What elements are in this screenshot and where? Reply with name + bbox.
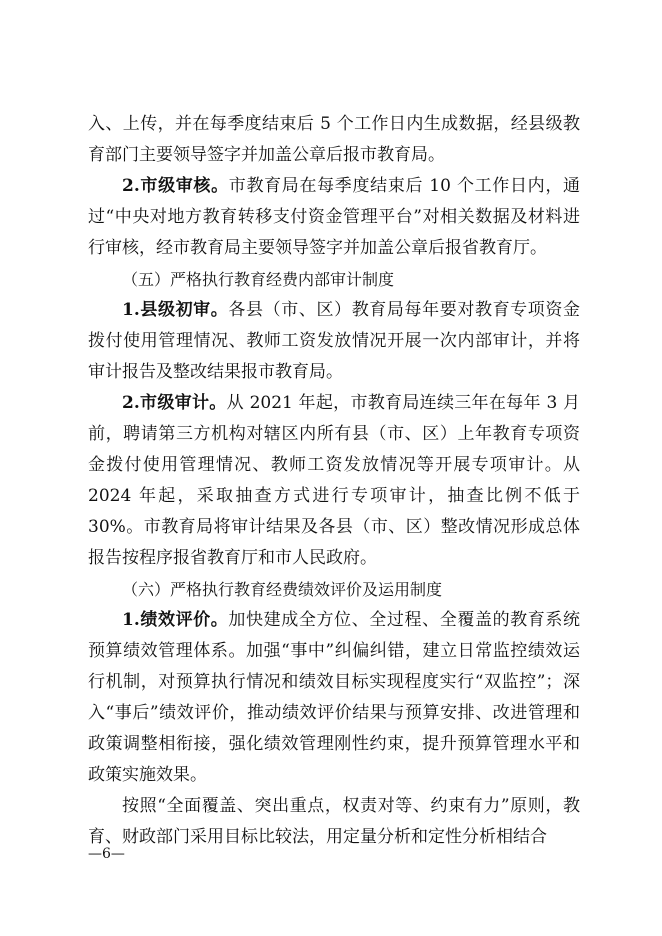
page-number: —6—	[88, 846, 125, 862]
paragraph-continuation: 入、上传，并在每季度结束后 5 个工作日内生成数据，经县级教育部门主要领导签字并加盖公章后报市教育局。	[88, 114, 580, 165]
paragraph-principles	[88, 791, 580, 853]
paragraph-city-review	[88, 171, 580, 264]
section-heading-five: （五）严格执行教育经费内部审计制度	[122, 270, 395, 289]
paragraph-lead: 1.县级初审。	[122, 300, 229, 320]
paragraph-county-review	[88, 295, 580, 388]
paragraph-text: 市教育局在每季度结束后 10 个工作日内，通过“中央对地方教育转移支付资金管理平台”对相关数据及材料进行审核，经市教育局主要领导签字并加盖公章后报省教育厅。	[88, 176, 580, 258]
paragraph-text: 各县（市、区）教育局每年要对教育专项资金拨付使用管理情况、教师工资发放情况开展一次内部审计，并将审计报告及整改结果报市教育局。	[88, 300, 581, 382]
paragraph-text: 加快建成全方位、全过程、全覆盖的教育系统预算绩效管理体系。加强“事中”纠偏纠错，建立日常监控绩效运行机制，对预算执行情况和绩效目标实现程度实行“双监控”；深入“事后”绩效评价，推动绩效评价结果与预算安排、改进管理和政策调整相衔接，强化绩效管理刚性约束，提升预算管理水平和政策实施效果。	[88, 610, 581, 785]
paragraph-performance-evaluation	[88, 605, 580, 791]
section-heading-six: （六）严格执行教育经费绩效评价及运用制度	[122, 580, 443, 599]
paragraph-lead: 1.绩效评价。	[122, 610, 229, 630]
paragraph-lead: 2.市级审计。	[122, 393, 227, 413]
document-body	[88, 109, 580, 853]
paragraph-city-audit	[88, 388, 580, 574]
paragraph-text: 从 2021 年起，市教育局连续三年在每年 3 月前，聘请第三方机构对辖区内所有县（市、区）上年教育专项资金拨付使用管理情况、教师工资发放情况等开展专项审计。从 2024 年起，采取抽查方式进行专项审计，抽查比例不低于 30%。市教育局将审计结果及各县（市、区）整改情况形成总体报告按程序报省教育厅和市人民政府。	[88, 393, 580, 568]
paragraph-lead: 2.市级审核。	[122, 176, 229, 196]
paragraph-text: 按照“全面覆盖、突出重点，权责对等、约束有力”原则，教育、财政部门采用目标比较法，用定量分析和定性分析相结合	[88, 796, 580, 847]
